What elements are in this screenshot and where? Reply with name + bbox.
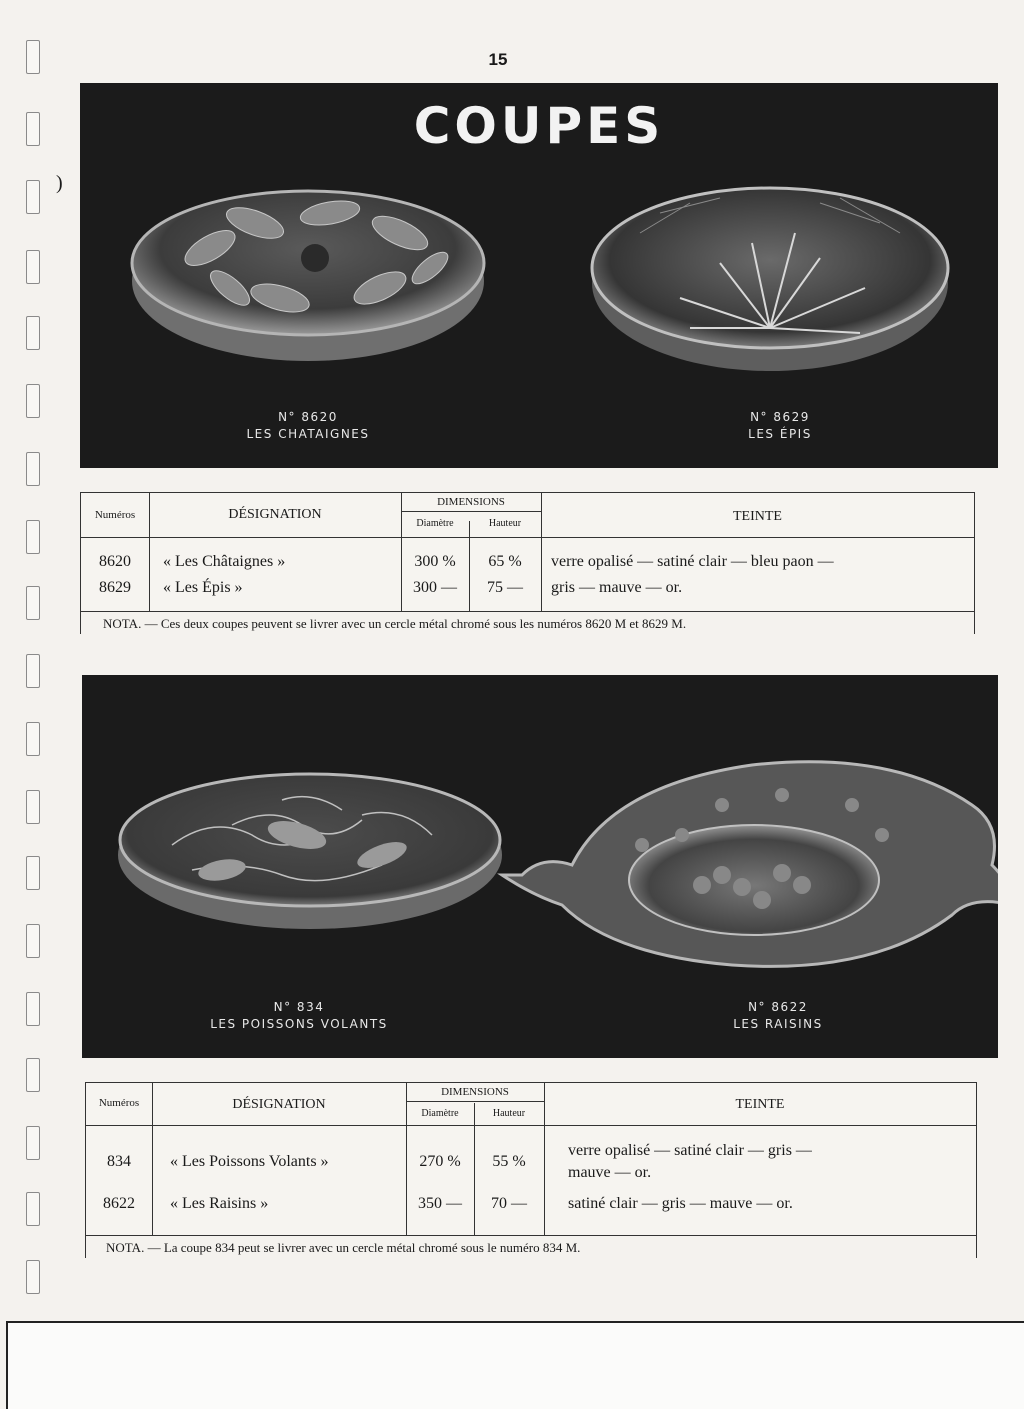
binder-hole xyxy=(26,452,40,486)
item-number: N° 834 xyxy=(273,1000,325,1014)
header-dimensions: DIMENSIONS xyxy=(441,1086,509,1098)
binder-hole xyxy=(26,1058,40,1092)
binder-hole xyxy=(26,654,40,688)
catalog-table-2 xyxy=(85,1082,977,1236)
header-designation: DÉSIGNATION xyxy=(228,507,322,522)
nota-text: NOTA. — Ces deux coupes peuvent se livrer avec un cercle métal chromé sous les numéros 8620 M et 8629 M. xyxy=(103,616,687,631)
row-numero: 834 xyxy=(107,1153,131,1170)
binder-hole xyxy=(26,384,40,418)
binder-holes xyxy=(26,40,42,1300)
nota-row-1 xyxy=(80,610,975,634)
nota-text: NOTA. — La coupe 834 peut se livrer avec un cercle métal chromé sous le numéro 834 M. xyxy=(106,1240,581,1255)
row-teinte: satiné clair — gris — mauve — or. xyxy=(568,1195,793,1212)
page-number: 15 xyxy=(488,50,508,69)
item-caption-8620 xyxy=(208,409,408,443)
row-designation: « Les Épis » xyxy=(163,579,243,596)
row-teinte: verre opalisé — satiné clair — gris — xyxy=(568,1142,812,1159)
row-teinte: verre opalisé — satiné clair — bleu paon — xyxy=(551,553,834,570)
catalog-table-1 xyxy=(80,492,975,612)
item-caption-8622 xyxy=(678,999,878,1033)
item-name: LES RAISINS xyxy=(733,1017,823,1031)
item-number: N° 8622 xyxy=(748,1000,808,1014)
binder-hole xyxy=(26,924,40,958)
header-numeros: Numéros xyxy=(98,1097,140,1109)
binder-hole xyxy=(26,790,40,824)
item-name: LES CHATAIGNES xyxy=(246,427,370,441)
binder-hole xyxy=(26,316,40,350)
header-hauteur: Hauteur xyxy=(488,518,522,529)
item-number: N° 8620 xyxy=(278,410,338,424)
header-diametre: Diamètre xyxy=(421,1108,459,1119)
binder-hole xyxy=(26,180,40,214)
row-diametre: 300 % xyxy=(414,553,456,570)
item-name: LES ÉPIS xyxy=(748,427,812,441)
margin-mark: ) xyxy=(56,172,63,194)
section-title-text: COUPES xyxy=(413,97,665,155)
binder-hole xyxy=(26,1126,40,1160)
row-hauteur: 70 — xyxy=(491,1195,527,1212)
row-diametre: 350 — xyxy=(418,1195,462,1212)
item-number: N° 8629 xyxy=(750,410,810,424)
header-teinte: TEINTE xyxy=(733,509,782,524)
nota-row-2 xyxy=(85,1234,977,1258)
row-diametre: 270 % xyxy=(419,1153,461,1170)
underlying-page-edge xyxy=(6,1321,1024,1409)
row-designation: « Les Raisins » xyxy=(170,1195,269,1212)
binder-hole xyxy=(26,722,40,756)
binder-hole xyxy=(26,1260,40,1294)
binder-hole xyxy=(26,856,40,890)
header-diametre: Diamètre xyxy=(416,518,454,529)
row-designation: « Les Poissons Volants » xyxy=(170,1153,329,1170)
row-teinte: gris — mauve — or. xyxy=(551,579,683,596)
product-photo-bottom xyxy=(82,675,998,1058)
item-caption-834 xyxy=(174,999,424,1033)
binder-hole xyxy=(26,992,40,1026)
binder-hole xyxy=(26,112,40,146)
row-hauteur: 65 % xyxy=(488,553,522,570)
row-hauteur: 75 — xyxy=(487,579,523,596)
binder-hole xyxy=(26,40,40,74)
row-numero: 8620 xyxy=(99,553,131,570)
binder-hole xyxy=(26,586,40,620)
header-numeros: Numéros xyxy=(94,509,136,521)
row-numero: 8622 xyxy=(103,1195,135,1212)
row-diametre: 300 — xyxy=(413,579,457,596)
row-hauteur: 55 % xyxy=(492,1153,526,1170)
header-dimensions: DIMENSIONS xyxy=(437,496,505,508)
row-designation: « Les Châtaignes » xyxy=(163,553,286,570)
row-teinte: mauve — or. xyxy=(568,1164,652,1181)
item-caption-8629 xyxy=(680,409,880,443)
binder-hole xyxy=(26,520,40,554)
item-name: LES POISSONS VOLANTS xyxy=(210,1017,388,1031)
header-teinte: TEINTE xyxy=(735,1097,785,1112)
binder-hole xyxy=(26,250,40,284)
row-numero: 8629 xyxy=(99,579,131,596)
header-hauteur: Hauteur xyxy=(492,1108,526,1119)
header-designation: DÉSIGNATION xyxy=(232,1097,326,1112)
binder-hole xyxy=(26,1192,40,1226)
product-photo-top xyxy=(80,83,998,468)
